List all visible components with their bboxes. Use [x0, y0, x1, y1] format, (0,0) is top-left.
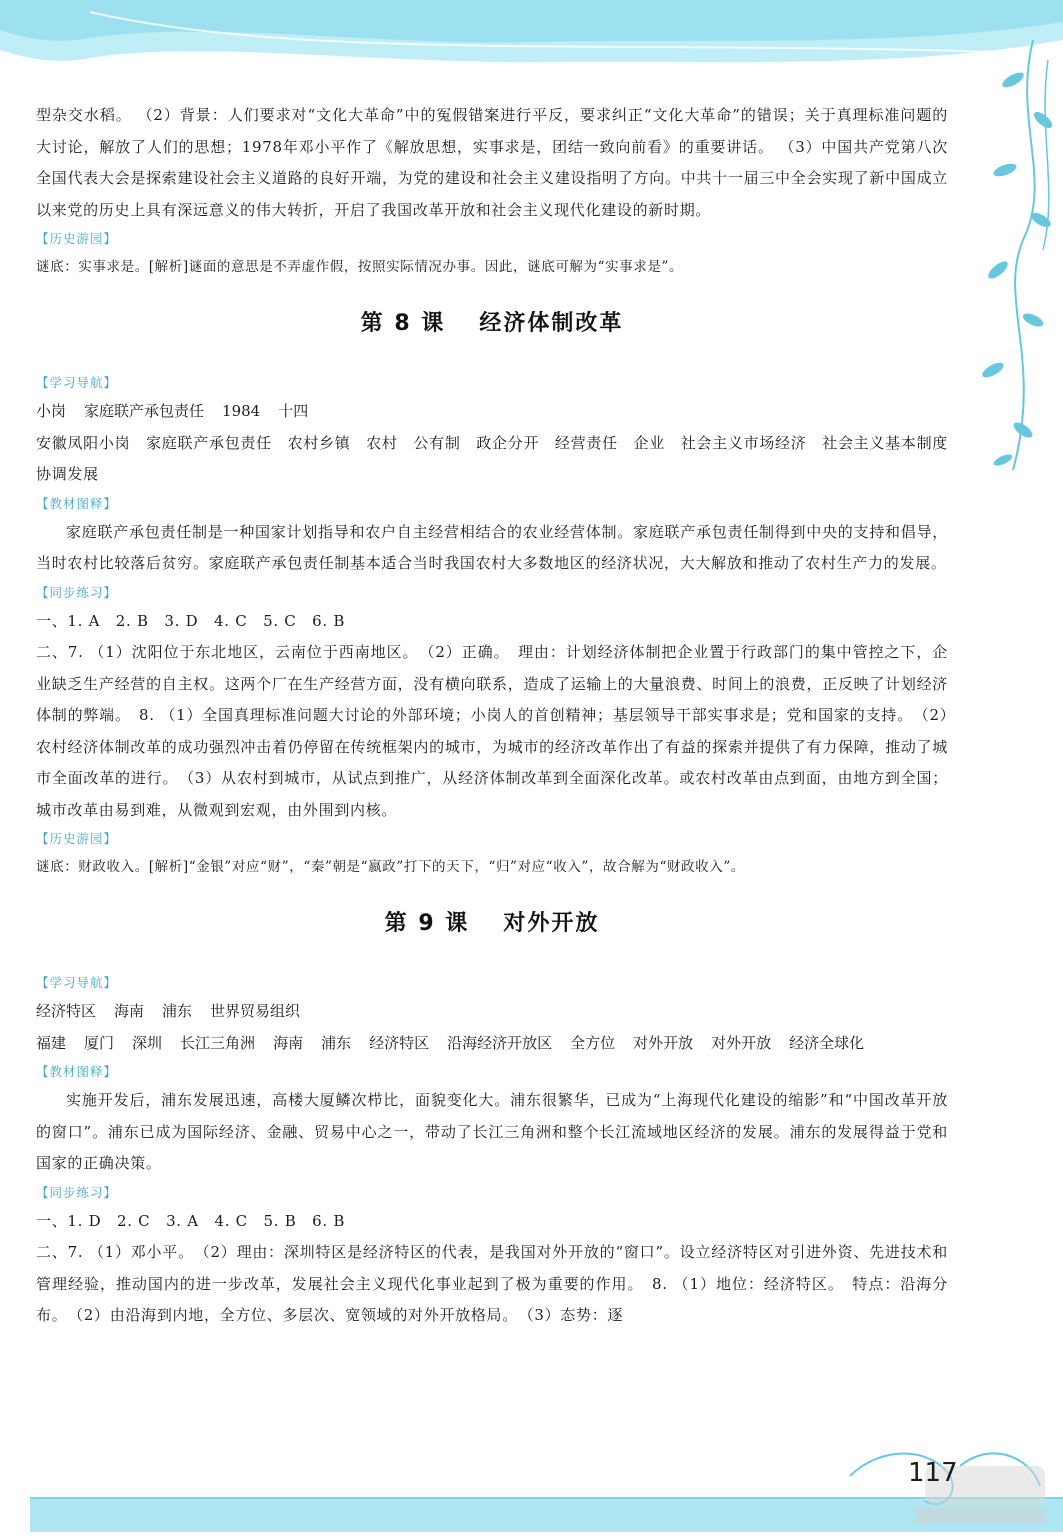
- section-label-practice: 【 同步练习 】: [36, 1180, 948, 1206]
- vine-decoration: [943, 40, 1063, 480]
- choice-answers: 一、1. A 2. B 3. D 4. C 5. C 6. B: [36, 611, 346, 630]
- guide-answer: 浦东: [162, 1002, 193, 1020]
- guide-answer: 家庭联产承包责任: [84, 402, 205, 420]
- section-label-history-game: 【 历史游园 】: [36, 826, 948, 852]
- choice-answers: 一、1. D 2. C 3. A 4. C 5. B 6. B: [36, 1211, 346, 1230]
- top-decorative-band: [0, 0, 1063, 80]
- guide-answers-row: [36, 996, 948, 1028]
- lesson-8-title: [36, 304, 948, 344]
- guide-answer: 经济特区: [369, 1033, 430, 1052]
- guide-answer: 长江三角洲: [180, 1033, 256, 1052]
- section-label-practice: 【 同步练习 】: [36, 580, 948, 606]
- guide-answer: 对外开放: [711, 1033, 772, 1052]
- bottom-decorative-band: [0, 1436, 1063, 1536]
- guide-answer: 海南: [114, 1002, 145, 1020]
- guide-answer: 十四: [278, 402, 309, 420]
- guide-answer: 深圳: [132, 1033, 163, 1052]
- section-label-textbook-illustration: 【 教材图释 】: [36, 1059, 948, 1085]
- guide-answer: 沿海经济开放区: [447, 1033, 553, 1052]
- section-label-study-guide: 【 学习导航 】: [36, 370, 948, 396]
- essay-answers: 二、7. （1）邓小平。 （2）理由：深圳特区是经济特区的代表，是我国对外开放的“窗口”。设立经济特区对引进外资、先进技术和管理经验，推动国内的进一步改革，发展社会主义现代化事业起到了极为重要的作用。 8. （1）地位：经济特区。 特点：沿海分布。 （2）由沿海到内地，全方位、多层次、宽领域的对外开放格局。 （3）态势：逐: [36, 1243, 948, 1324]
- guide-answer: 厦门: [84, 1033, 115, 1052]
- guide-answers-row: [36, 1028, 948, 1060]
- guide-answer: 全方位: [570, 1033, 616, 1052]
- page-content: [36, 100, 964, 1332]
- guide-answer: 1984: [222, 402, 261, 420]
- answer-paragraph: 型杂交水稻。 （2）背景：人们要求对“文化大革命”中的冤假错案进行平反，要求纠正“文化大革命”的错误；关于真理标准问题的大讨论，解放了人们的思想；1978年邓小平作了《解放思想，实事求是，团结一致向前看》的重要讲话。 （3）中国共产党第八次全国代表大会是探索建设社会主义道路的良好开端，为党的建设和社会主义建设指明了方向。中共十一届三中全会实现了新中国成立以来党的历史上具有深远意义的伟大转折，开启了我国改革开放和社会主义现代化建设的新时期。: [36, 106, 948, 219]
- section-label-study-guide: 【 学习导航 】: [36, 970, 948, 996]
- guide-answer: 福建: [36, 1033, 67, 1052]
- guide-answer: 对外开放: [633, 1033, 694, 1052]
- lesson-number: 第 8 课: [360, 311, 446, 336]
- illustration-explanation: 实施开发后，浦东发展迅速，高楼大厦鳞次栉比，面貌变化大。浦东很繁华，已成为“上海现代化建设的缩影”和“中国改革开放的窗口”。浦东已成为国际经济、金融、贸易中心之一，带动了长江三角洲和整个长江流域地区经济的发展。浦东的发展得益于党和国家的正确决策。: [36, 1091, 948, 1172]
- guide-answer: 海南: [273, 1033, 304, 1052]
- riddle-answer: 谜底：实事求是。[解析]谜面的意思是不弄虚作假，按照实际情况办事。因此，谜底可解为“实事求是”。: [36, 259, 684, 275]
- lesson-9-title: [36, 904, 948, 944]
- guide-answer: 小岗: [36, 402, 67, 420]
- essay-answers: 二、7. （1）沈阳位于东北地区，云南位于西南地区。 （2）正确。 理由：计划经济体制把企业置于行政部门的集中管控之下，企业缺乏生产经营的自主权。这两个厂在生产经营方面，没有横向联系，造成了运输上的大量浪费、时间上的浪费，正反映了计划经济体制的弊端。 8. （1）全国真理标准问题大讨论的外部环境；小岗人的首创精神；基层领导干部实事求是；党和国家的支持。 （2）农村经济体制改革的成功强烈冲击着仍停留在传统框架内的城市，为城市的经济改革作出了有益的探索并提供了有力保障，推动了城市全面改革的进行。 （3）从农村到城市，从试点到推广，从经济体制改革到全面深化改革。或农村改革由点到面，由地方到全国；城市改革由易到难，从微观到宏观，由外围到内核。: [36, 643, 948, 819]
- guide-answer: 浦东: [321, 1033, 352, 1052]
- riddle-answer: 谜底：财政收入。[解析]“金银”对应“财”，“秦”朝是“嬴政”打下的天下，“归”对应“收入”，故合解为“财政收入”。: [36, 859, 745, 875]
- illustration-explanation: 家庭联产承包责任制是一种国家计划指导和农户自主经营相结合的农业经营体制。家庭联产承包责任制得到中央的支持和倡导，当时农村比较落后贫穷。家庭联产承包责任制基本适合当时我国农村大多数地区的经济状况，大大解放和推动了农村生产力的发展。: [36, 522, 948, 572]
- guide-answers-line: 安徽凤阳小岗 家庭联产承包责任 农村乡镇 农村 公有制 政企分开 经营责任 企业 社会主义市场经济 社会主义基本制度 协调发展: [36, 433, 964, 483]
- lesson-name: 经济体制改革: [479, 311, 624, 336]
- guide-answer: 经济特区: [36, 1002, 97, 1020]
- section-label-history-game: 【 历史游园 】: [36, 226, 948, 252]
- lesson-number: 第 9 课: [384, 911, 470, 936]
- page-number: 117: [908, 1458, 958, 1488]
- guide-answer: 经济全球化: [789, 1033, 865, 1052]
- guide-answers-row: [36, 396, 948, 428]
- lesson-name: 对外开放: [503, 911, 600, 936]
- section-label-textbook-illustration: 【 教材图释 】: [36, 491, 948, 517]
- guide-answer: 世界贸易组织: [210, 1002, 301, 1020]
